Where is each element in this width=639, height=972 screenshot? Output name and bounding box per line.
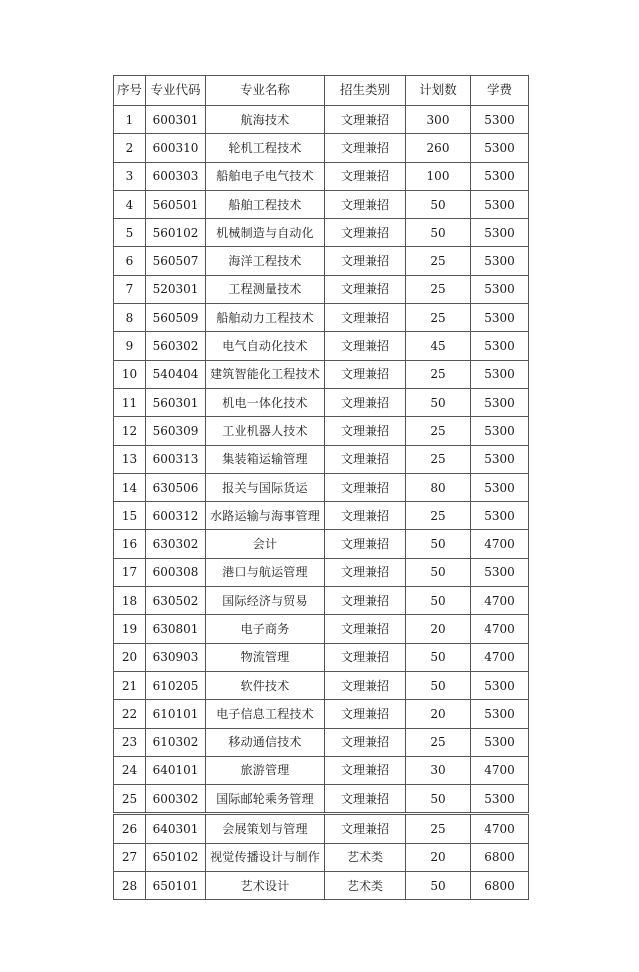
cell-fee: 5300 xyxy=(471,445,529,473)
cell-type: 文理兼招 xyxy=(325,106,406,134)
cell-name: 航海技术 xyxy=(206,106,325,134)
cell-fee: 5300 xyxy=(471,728,529,756)
table-row xyxy=(114,615,529,643)
cell-no: 10 xyxy=(114,360,146,388)
cell-fee: 5300 xyxy=(471,219,529,247)
cell-no: 12 xyxy=(114,417,146,445)
table-row xyxy=(114,332,529,360)
cell-name: 轮机工程技术 xyxy=(206,134,325,162)
cell-plan: 25 xyxy=(406,360,471,388)
cell-type: 文理兼招 xyxy=(325,162,406,190)
cell-type: 文理兼招 xyxy=(325,388,406,416)
cell-code: 630801 xyxy=(146,615,206,643)
header-plan: 计划数 xyxy=(406,76,471,106)
cell-no: 23 xyxy=(114,728,146,756)
cell-fee: 4700 xyxy=(471,643,529,671)
table-row xyxy=(114,275,529,303)
cell-type: 文理兼招 xyxy=(325,558,406,586)
cell-type: 文理兼招 xyxy=(325,332,406,360)
cell-type: 文理兼招 xyxy=(325,728,406,756)
cell-fee: 5300 xyxy=(471,785,529,814)
cell-code: 630302 xyxy=(146,530,206,558)
cell-code: 560301 xyxy=(146,388,206,416)
cell-name: 机械制造与自动化 xyxy=(206,219,325,247)
table-row xyxy=(114,219,529,247)
cell-name: 视觉传播设计与制作 xyxy=(206,843,325,871)
cell-name: 工业机器人技术 xyxy=(206,417,325,445)
table-row xyxy=(114,643,529,671)
cell-plan: 45 xyxy=(406,332,471,360)
cell-plan: 20 xyxy=(406,843,471,871)
cell-plan: 50 xyxy=(406,388,471,416)
cell-name: 报关与国际货运 xyxy=(206,473,325,501)
table-row xyxy=(114,700,529,728)
cell-type: 文理兼招 xyxy=(325,671,406,699)
cell-code: 560309 xyxy=(146,417,206,445)
cell-plan: 50 xyxy=(406,643,471,671)
cell-name: 软件技术 xyxy=(206,671,325,699)
cell-code: 560102 xyxy=(146,219,206,247)
header-name: 专业名称 xyxy=(206,76,325,106)
cell-plan: 50 xyxy=(406,530,471,558)
cell-plan: 50 xyxy=(406,558,471,586)
table-row xyxy=(114,360,529,388)
table-row xyxy=(114,587,529,615)
cell-plan: 25 xyxy=(406,247,471,275)
cell-fee: 4700 xyxy=(471,615,529,643)
cell-no: 7 xyxy=(114,275,146,303)
cell-code: 560302 xyxy=(146,332,206,360)
cell-fee: 6800 xyxy=(471,843,529,871)
cell-name: 电子商务 xyxy=(206,615,325,643)
table-row xyxy=(114,190,529,218)
cell-plan: 20 xyxy=(406,615,471,643)
cell-plan: 50 xyxy=(406,872,471,900)
cell-no: 2 xyxy=(114,134,146,162)
cell-code: 640301 xyxy=(146,814,206,843)
table-row xyxy=(114,304,529,332)
cell-no: 14 xyxy=(114,473,146,501)
table-row xyxy=(114,502,529,530)
cell-type: 文理兼招 xyxy=(325,643,406,671)
cell-code: 600308 xyxy=(146,558,206,586)
cell-name: 建筑智能化工程技术 xyxy=(206,360,325,388)
cell-fee: 5300 xyxy=(471,417,529,445)
cell-code: 650102 xyxy=(146,843,206,871)
cell-fee: 5300 xyxy=(471,558,529,586)
cell-code: 600312 xyxy=(146,502,206,530)
cell-code: 540404 xyxy=(146,360,206,388)
cell-no: 19 xyxy=(114,615,146,643)
cell-name: 国际经济与贸易 xyxy=(206,587,325,615)
cell-type: 文理兼招 xyxy=(325,219,406,247)
table-row xyxy=(114,530,529,558)
cell-name: 艺术设计 xyxy=(206,872,325,900)
header-fee: 学费 xyxy=(471,76,529,106)
cell-code: 610302 xyxy=(146,728,206,756)
cell-no: 24 xyxy=(114,756,146,784)
cell-code: 560501 xyxy=(146,190,206,218)
cell-name: 水路运输与海事管理 xyxy=(206,502,325,530)
cell-code: 600303 xyxy=(146,162,206,190)
table-row xyxy=(114,247,529,275)
cell-name: 港口与航运管理 xyxy=(206,558,325,586)
cell-no: 17 xyxy=(114,558,146,586)
cell-no: 11 xyxy=(114,388,146,416)
cell-no: 9 xyxy=(114,332,146,360)
cell-plan: 25 xyxy=(406,445,471,473)
cell-name: 机电一体化技术 xyxy=(206,388,325,416)
cell-no: 13 xyxy=(114,445,146,473)
cell-no: 1 xyxy=(114,106,146,134)
cell-plan: 25 xyxy=(406,275,471,303)
cell-plan: 25 xyxy=(406,304,471,332)
cell-fee: 5300 xyxy=(471,190,529,218)
cell-type: 文理兼招 xyxy=(325,756,406,784)
table-body xyxy=(114,106,529,900)
cell-no: 21 xyxy=(114,671,146,699)
cell-plan: 25 xyxy=(406,502,471,530)
cell-name: 物流管理 xyxy=(206,643,325,671)
cell-name: 船舶动力工程技术 xyxy=(206,304,325,332)
cell-type: 文理兼招 xyxy=(325,473,406,501)
cell-plan: 100 xyxy=(406,162,471,190)
table-row xyxy=(114,473,529,501)
cell-name: 工程测量技术 xyxy=(206,275,325,303)
cell-fee: 4700 xyxy=(471,587,529,615)
cell-name: 船舶工程技术 xyxy=(206,190,325,218)
cell-no: 25 xyxy=(114,785,146,814)
cell-code: 630903 xyxy=(146,643,206,671)
table-row xyxy=(114,756,529,784)
cell-name: 集装箱运输管理 xyxy=(206,445,325,473)
cell-fee: 5300 xyxy=(471,473,529,501)
cell-name: 船舶电子电气技术 xyxy=(206,162,325,190)
cell-code: 650101 xyxy=(146,872,206,900)
cell-no: 6 xyxy=(114,247,146,275)
cell-plan: 25 xyxy=(406,814,471,843)
cell-fee: 4700 xyxy=(471,530,529,558)
cell-fee: 5300 xyxy=(471,304,529,332)
cell-code: 600301 xyxy=(146,106,206,134)
cell-type: 文理兼招 xyxy=(325,417,406,445)
cell-fee: 5300 xyxy=(471,106,529,134)
cell-no: 27 xyxy=(114,843,146,871)
cell-plan: 20 xyxy=(406,700,471,728)
cell-fee: 5300 xyxy=(471,502,529,530)
cell-plan: 25 xyxy=(406,417,471,445)
cell-name: 国际邮轮乘务管理 xyxy=(206,785,325,814)
cell-code: 610205 xyxy=(146,671,206,699)
cell-fee: 5300 xyxy=(471,388,529,416)
table-row xyxy=(114,388,529,416)
cell-fee: 5300 xyxy=(471,332,529,360)
cell-name: 会计 xyxy=(206,530,325,558)
cell-no: 16 xyxy=(114,530,146,558)
cell-code: 630506 xyxy=(146,473,206,501)
cell-fee: 4700 xyxy=(471,756,529,784)
cell-plan: 80 xyxy=(406,473,471,501)
cell-name: 电气自动化技术 xyxy=(206,332,325,360)
cell-no: 28 xyxy=(114,872,146,900)
cell-no: 18 xyxy=(114,587,146,615)
cell-fee: 4700 xyxy=(471,814,529,843)
cell-name: 旅游管理 xyxy=(206,756,325,784)
table-header-row xyxy=(114,76,529,106)
cell-plan: 50 xyxy=(406,190,471,218)
cell-code: 600302 xyxy=(146,785,206,814)
cell-code: 640101 xyxy=(146,756,206,784)
cell-fee: 5300 xyxy=(471,360,529,388)
cell-no: 20 xyxy=(114,643,146,671)
cell-fee: 5300 xyxy=(471,247,529,275)
cell-plan: 50 xyxy=(406,671,471,699)
cell-code: 560509 xyxy=(146,304,206,332)
header-type: 招生类别 xyxy=(325,76,406,106)
cell-type: 文理兼招 xyxy=(325,360,406,388)
cell-plan: 50 xyxy=(406,219,471,247)
cell-plan: 50 xyxy=(406,785,471,814)
header-code: 专业代码 xyxy=(146,76,206,106)
cell-type: 文理兼招 xyxy=(325,190,406,218)
table-row xyxy=(114,785,529,814)
cell-type: 文理兼招 xyxy=(325,275,406,303)
cell-no: 5 xyxy=(114,219,146,247)
cell-type: 文理兼招 xyxy=(325,785,406,814)
cell-no: 15 xyxy=(114,502,146,530)
cell-no: 22 xyxy=(114,700,146,728)
cell-no: 26 xyxy=(114,814,146,843)
cell-type: 艺术类 xyxy=(325,872,406,900)
cell-fee: 5300 xyxy=(471,162,529,190)
cell-type: 文理兼招 xyxy=(325,530,406,558)
cell-type: 艺术类 xyxy=(325,843,406,871)
cell-name: 电子信息工程技术 xyxy=(206,700,325,728)
cell-type: 文理兼招 xyxy=(325,134,406,162)
table-row xyxy=(114,558,529,586)
cell-type: 文理兼招 xyxy=(325,247,406,275)
table-row xyxy=(114,445,529,473)
cell-type: 文理兼招 xyxy=(325,502,406,530)
cell-type: 文理兼招 xyxy=(325,700,406,728)
table-row xyxy=(114,134,529,162)
cell-code: 630502 xyxy=(146,587,206,615)
cell-fee: 5300 xyxy=(471,275,529,303)
cell-no: 4 xyxy=(114,190,146,218)
table-row xyxy=(114,814,529,843)
cell-name: 会展策划与管理 xyxy=(206,814,325,843)
enrollment-plan-table xyxy=(113,75,529,900)
cell-code: 610101 xyxy=(146,700,206,728)
cell-fee: 5300 xyxy=(471,700,529,728)
table-row xyxy=(114,162,529,190)
table-row xyxy=(114,671,529,699)
cell-type: 文理兼招 xyxy=(325,814,406,843)
cell-fee: 6800 xyxy=(471,872,529,900)
cell-no: 3 xyxy=(114,162,146,190)
cell-fee: 5300 xyxy=(471,134,529,162)
cell-plan: 25 xyxy=(406,728,471,756)
table-row xyxy=(114,417,529,445)
cell-type: 文理兼招 xyxy=(325,615,406,643)
cell-plan: 50 xyxy=(406,587,471,615)
table-row xyxy=(114,843,529,871)
cell-plan: 260 xyxy=(406,134,471,162)
cell-code: 520301 xyxy=(146,275,206,303)
table-row xyxy=(114,872,529,900)
table-row xyxy=(114,728,529,756)
cell-type: 文理兼招 xyxy=(325,587,406,615)
cell-type: 文理兼招 xyxy=(325,304,406,332)
cell-code: 600313 xyxy=(146,445,206,473)
cell-name: 移动通信技术 xyxy=(206,728,325,756)
cell-no: 8 xyxy=(114,304,146,332)
cell-name: 海洋工程技术 xyxy=(206,247,325,275)
table-row xyxy=(114,106,529,134)
cell-fee: 5300 xyxy=(471,671,529,699)
header-no: 序号 xyxy=(114,76,146,106)
cell-type: 文理兼招 xyxy=(325,445,406,473)
cell-code: 560507 xyxy=(146,247,206,275)
cell-code: 600310 xyxy=(146,134,206,162)
cell-plan: 300 xyxy=(406,106,471,134)
cell-plan: 30 xyxy=(406,756,471,784)
